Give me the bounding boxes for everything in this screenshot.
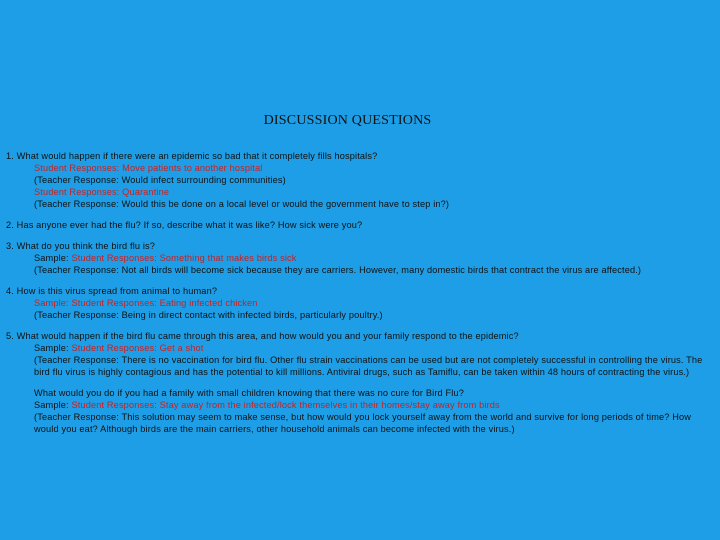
question-3-block: [6, 240, 718, 276]
question-4-block: [6, 285, 718, 321]
question-4: 4. How is this virus spread from animal to human?: [6, 286, 218, 296]
teacher-response: (Teacher Response: Would this be done on a local level or would the government have to step in?): [34, 199, 450, 209]
question-5: 5. What would happen if the bird flu came through this area, and how would you and your family respond to the epidemic?: [6, 331, 519, 341]
page-title: DISCUSSION QUESTIONS: [263, 113, 432, 128]
question-5-block: [6, 330, 718, 378]
question-3: 3. What do you think the bird flu is?: [6, 241, 156, 251]
teacher-response: (Teacher Response: This solution may seem to make sense, but how would you lock yourself away from the world and survive for long periods of time? How would you eat? Although birds are the main carriers, other household animals can become infected with the virus.): [34, 412, 692, 434]
question-2-block: [6, 219, 718, 231]
student-response: Student Responses: Quarantine: [34, 187, 170, 197]
student-response: Student Responses: Get a shot: [71, 343, 204, 353]
student-response: Student Responses: Move patients to another hospital: [34, 163, 263, 173]
teacher-response: (Teacher Response: Not all birds will become sick because they are carriers. However, many domestic birds that contract the virus are affected.): [34, 265, 642, 275]
student-response: Sample: Student Responses: Eating infected chicken: [34, 298, 258, 308]
student-response: Student Responses: Stay away from the infected/lock themselves in their homes/stay away from birds: [71, 400, 500, 410]
sample-label: Sample:: [34, 253, 72, 263]
sample-label: Sample:: [34, 400, 72, 410]
teacher-response: (Teacher Response: Being in direct contact with infected birds, particularly poultry.): [34, 310, 383, 320]
question-1: 1. What would happen if there were an epidemic so bad that it completely fills hospitals?: [6, 151, 378, 161]
sample-line: [6, 252, 718, 264]
question-6: What would you do if you had a family with small children knowing that there was no cure for Bird Flu?: [34, 388, 464, 398]
teacher-response: (Teacher Response: There is no vaccination for bird flu. Other flu strain vaccinations can be used but are not completely successful in controlling the virus. The bird flu virus is highly contagious and has the potential to kill millions. Antiviral drugs, such as Tamiflu, can be taken within 48 hours of contracting the virus.): [34, 355, 703, 377]
sample-label: Sample:: [34, 343, 72, 353]
sample-line: [6, 342, 718, 354]
student-response: Student Responses: Something that makes birds sick: [71, 253, 297, 263]
questions-list: [6, 150, 718, 435]
sample-line: [6, 399, 718, 411]
teacher-response: (Teacher Response: Would infect surrounding communities): [34, 175, 286, 185]
question-6-block: [6, 387, 718, 435]
question-2: 2. Has anyone ever had the flu? If so, describe what it was like? How sick were you?: [6, 220, 363, 230]
question-1-block: [6, 150, 718, 210]
